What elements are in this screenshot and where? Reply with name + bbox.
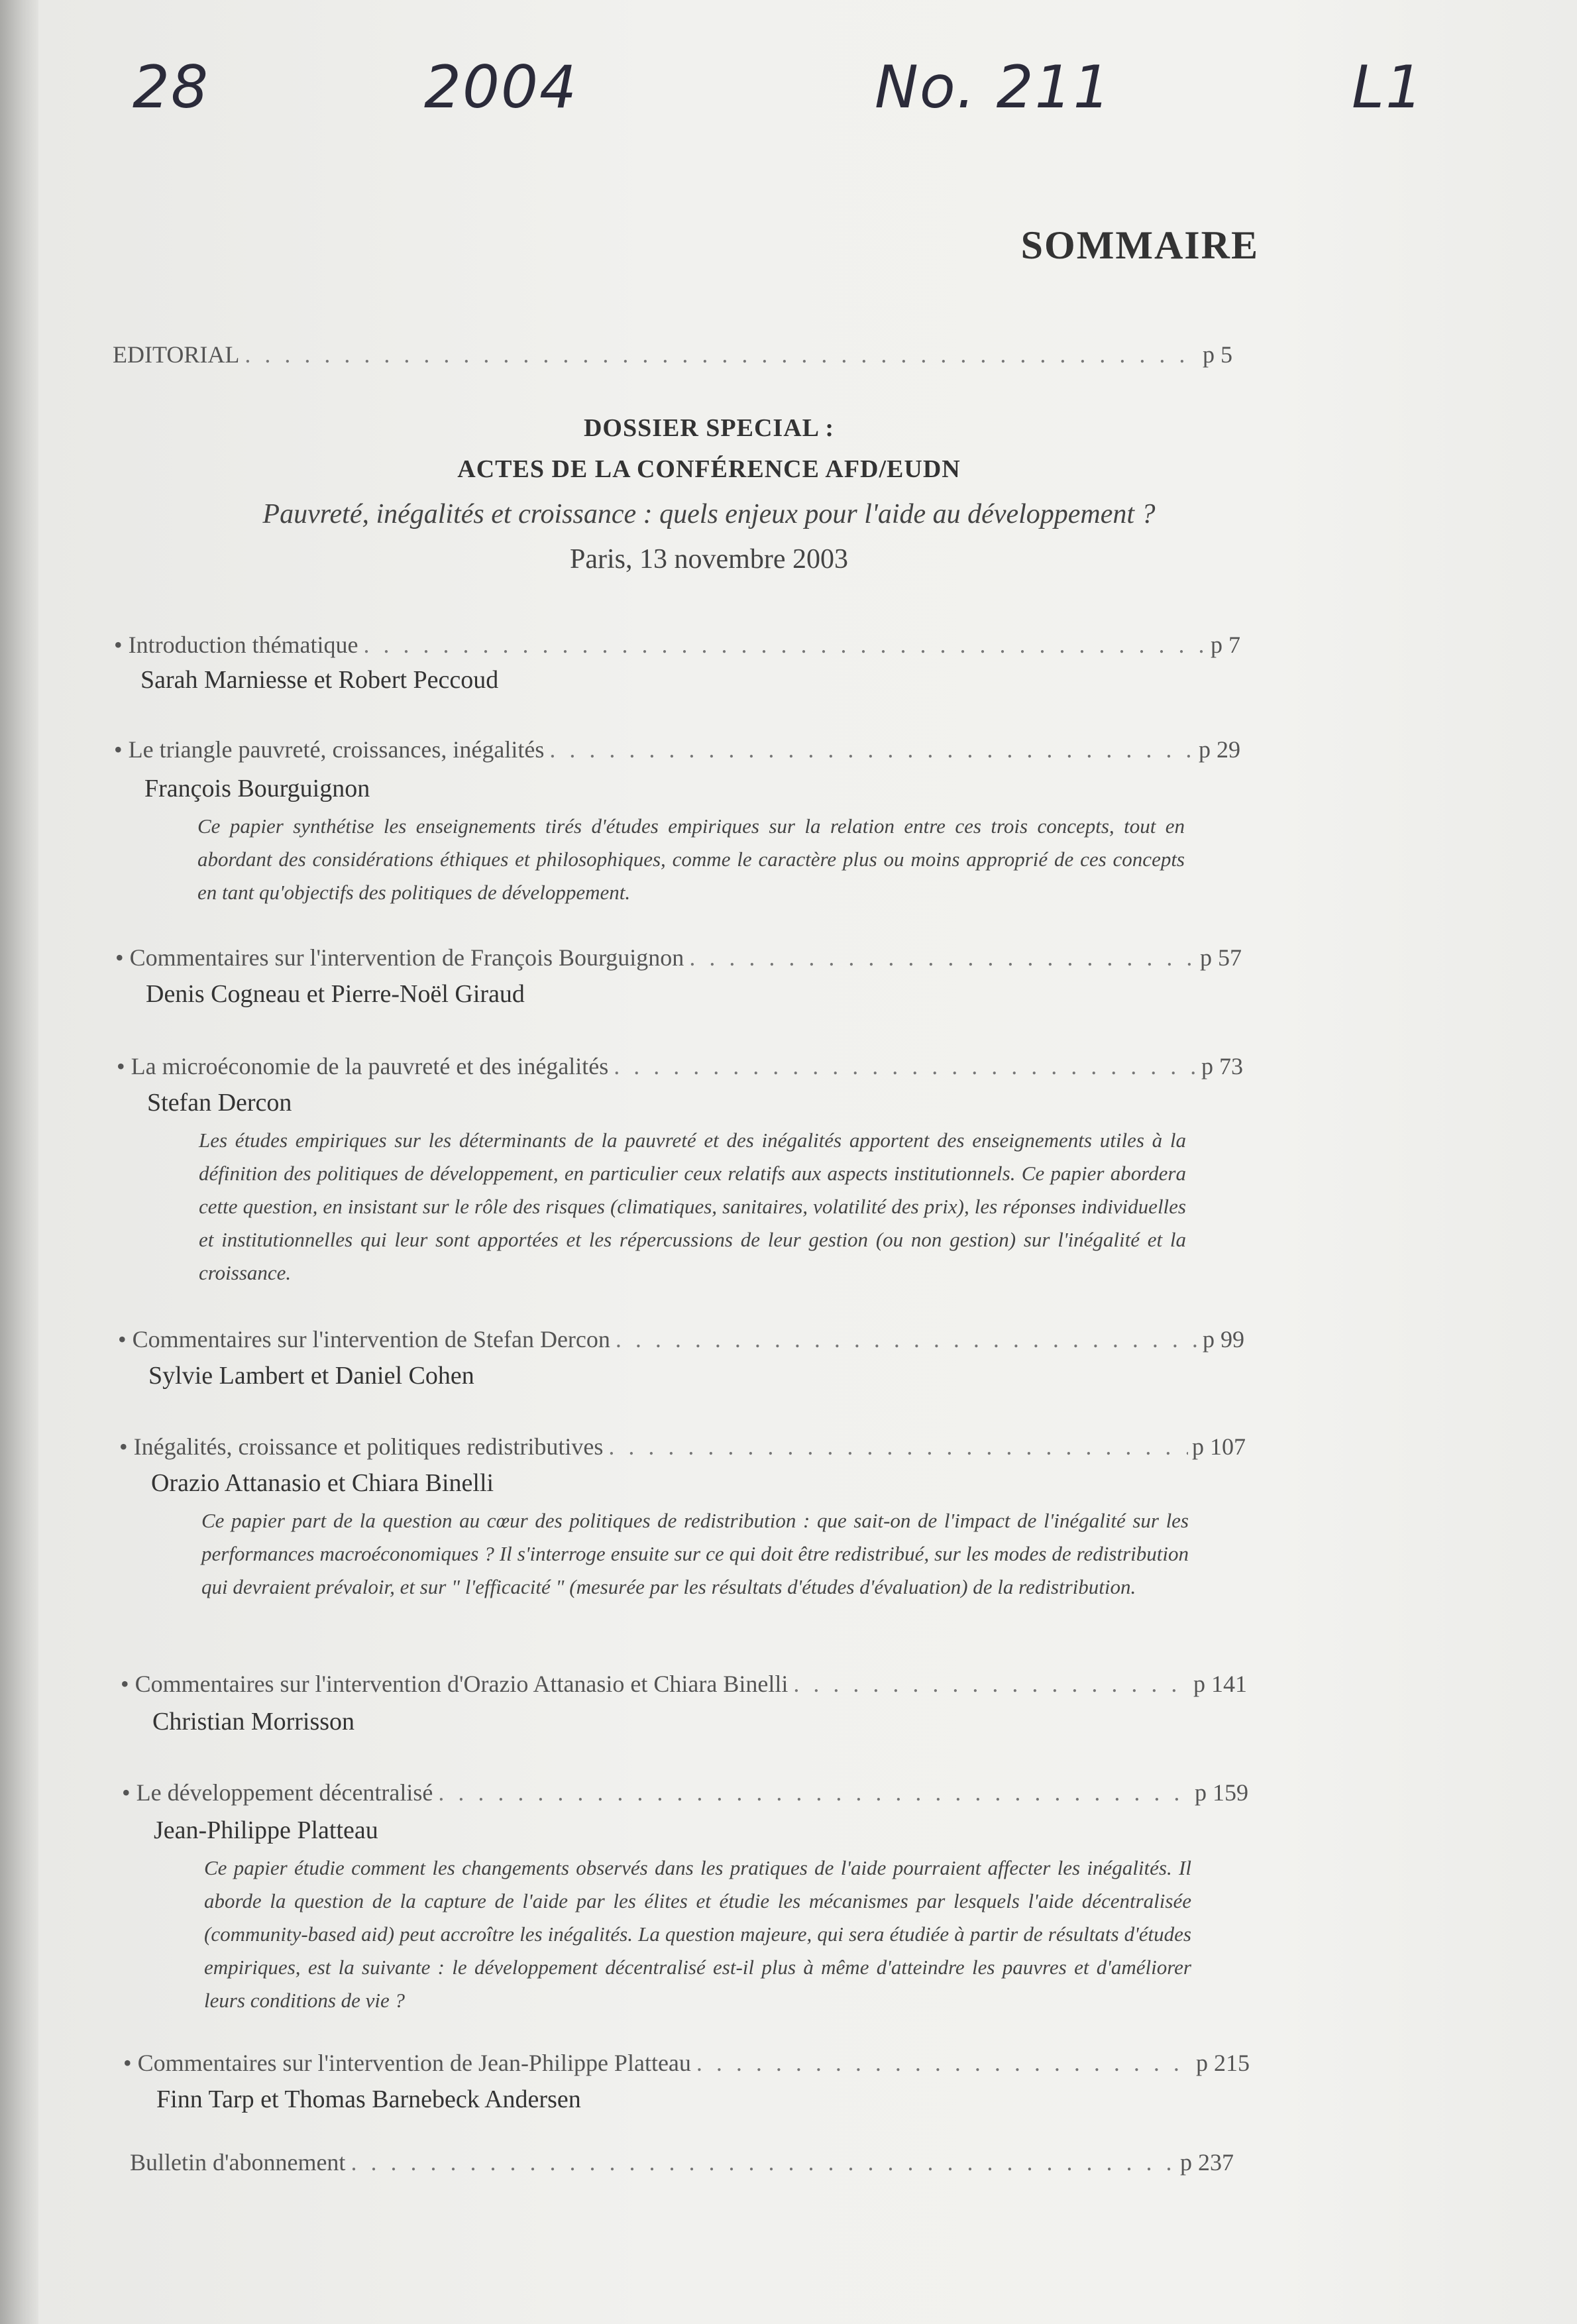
leader-dots <box>793 1670 1189 1698</box>
leader-dots <box>689 944 1196 971</box>
handwritten-code: L1 <box>1352 53 1425 121</box>
handwritten-number: No. 211 <box>875 53 1112 121</box>
toc-entry-authors: Sylvie Lambert et Daniel Cohen <box>148 1362 474 1390</box>
dossier-conference: ACTES DE LA CONFÉRENCE AFD/EUDN <box>457 455 961 483</box>
toc-entry-authors: Jean-Philippe Platteau <box>154 1816 378 1844</box>
toc-entry[interactable] <box>118 1325 1244 1355</box>
toc-page-number: p 237 <box>1180 2149 1234 2176</box>
toc-entry-authors: François Bourguignon <box>144 775 370 802</box>
toc-entry-title: • Commentaires sur l'intervention de Stefan Dercon <box>118 1326 610 1353</box>
toc-entry-title: • Le triangle pauvreté, croissances, inégalités <box>114 736 545 763</box>
toc-entry-abstract: Ce papier synthétise les enseignements tirés d'études empiriques sur la relation entre ces trois concepts, tout en abordant des considérations éthiques et philosophiques, comme le caractère plus ou moins approprié de ces concepts en tant qu'objectifs des politiques de développement. <box>197 814 1185 904</box>
toc-page-number: p 159 <box>1195 1779 1248 1806</box>
dossier-place-date: Paris, 13 novembre 2003 <box>570 544 848 575</box>
toc-page-number: p 73 <box>1201 1053 1243 1079</box>
toc-page-number: p 141 <box>1193 1671 1247 1697</box>
toc-entry[interactable] <box>114 631 1240 660</box>
toc-entry-title: • Commentaires sur l'intervention de Jean-Philippe Platteau <box>123 2050 691 2076</box>
toc-entry-title: EDITORIAL <box>113 341 240 368</box>
leader-dots <box>608 1433 1188 1461</box>
leader-dots <box>245 341 1199 368</box>
toc-entry[interactable] <box>122 1779 1248 1808</box>
toc-entry-abstract: Les études empiriques sur les déterminants de la pauvreté et des inégalités apportent des enseignements utiles à la définition des politiques de développement, en particulier ceux relatifs aux aspects institutionnels. Ce papier abordera cette question, en insistant sur le rôle des risques (climatiques, sanitaires, volatilité des prix), les réponses individuelles et institutionnelles qui leur sont apportées et les répercussions de leur gestion (ou non gestion) sur l'inégalité et la croissance. <box>199 1129 1186 1284</box>
toc-page-number: p 29 <box>1199 736 1240 763</box>
toc-entry-title: Bulletin d'abonnement <box>130 2149 346 2176</box>
dossier-subtitle: Pauvreté, inégalités et croissance : quels enjeux pour l'aide au développement ? <box>262 499 1156 529</box>
leader-dots <box>364 631 1207 659</box>
page-title: SOMMAIRE <box>1020 223 1259 267</box>
toc-entry-title: • Introduction thématique <box>114 632 358 658</box>
toc-entry-abstract: Ce papier étudie comment les changements observés dans les pratiques de l'aide pourraient affecter les inégalités. Il aborde la question de la capture de l'aide par les élites et étudie les mécanismes par lesquels l'aide décentralisée (community-based aid) peut accroître les inégalités. La question majeure, qui sera étudiée à partir de résultats d'études empiriques, est la suivante : le développement décentralisé est-il plus à même d'atteindre les pauvres et d'améliorer leurs conditions de vie ? <box>204 1856 1191 2012</box>
leader-dots <box>614 1052 1197 1080</box>
toc-page-number: p 5 <box>1203 341 1232 368</box>
toc-entry[interactable] <box>115 944 1242 973</box>
toc-entry-title: • Commentaires sur l'intervention de François Bourguignon <box>115 944 684 971</box>
toc-entry[interactable] <box>123 2049 1250 2078</box>
leader-dots <box>696 2049 1192 2077</box>
toc-bulletin[interactable] <box>130 2148 1234 2178</box>
toc-editorial[interactable] <box>113 341 1232 370</box>
leader-dots <box>438 1779 1191 1806</box>
toc-entry-title: • Le développement décentralisé <box>122 1779 433 1806</box>
leader-dots <box>549 736 1195 763</box>
toc-entry[interactable] <box>114 736 1240 765</box>
toc-page-number: p 7 <box>1211 632 1240 658</box>
dossier-heading: DOSSIER SPECIAL : <box>583 414 835 442</box>
toc-entry-title: • La microéconomie de la pauvreté et des inégalités <box>117 1053 609 1079</box>
toc-entry-abstract: Ce papier part de la question au cœur des politiques de redistribution : que sait-on de l'impact de l'inégalité sur les performances macroéconomiques ? Il s'interroge ensuite sur ce qui doit être redistribué, sur les modes de redistribution qui devraient prévaloir, et sur " l'efficacité " (mesurée par les résultats d'études d'évaluation) de la redistribution. <box>201 1509 1189 1598</box>
toc-entry-authors: Stefan Dercon <box>147 1089 292 1117</box>
toc-entry-authors: Finn Tarp et Thomas Barnebeck Andersen <box>156 2085 581 2113</box>
toc-page-number: p 107 <box>1192 1433 1246 1460</box>
toc-entry[interactable] <box>121 1670 1247 1699</box>
toc-entry-authors: Sarah Marniesse et Robert Peccoud <box>140 666 499 694</box>
handwritten-year: 2004 <box>424 53 578 121</box>
toc-entry-authors: Denis Cogneau et Pierre-Noël Giraud <box>146 980 525 1008</box>
toc-entry-authors: Christian Morrisson <box>152 1708 355 1736</box>
toc-entry[interactable] <box>117 1052 1243 1081</box>
toc-entry[interactable] <box>119 1433 1246 1462</box>
toc-entry-title: • Commentaires sur l'intervention d'Orazio Attanasio et Chiara Binelli <box>121 1671 788 1697</box>
leader-dots <box>616 1325 1199 1353</box>
leader-dots <box>351 2148 1176 2176</box>
handwritten-volume: 28 <box>133 53 209 121</box>
toc-page-number: p 99 <box>1203 1326 1244 1353</box>
toc-page-number: p 57 <box>1200 944 1242 971</box>
toc-entry-authors: Orazio Attanasio et Chiara Binelli <box>151 1469 494 1497</box>
page-binding-edge <box>0 0 38 2324</box>
toc-entry-title: • Inégalités, croissance et politiques redistributives <box>119 1433 604 1460</box>
toc-page-number: p 215 <box>1196 2050 1250 2076</box>
